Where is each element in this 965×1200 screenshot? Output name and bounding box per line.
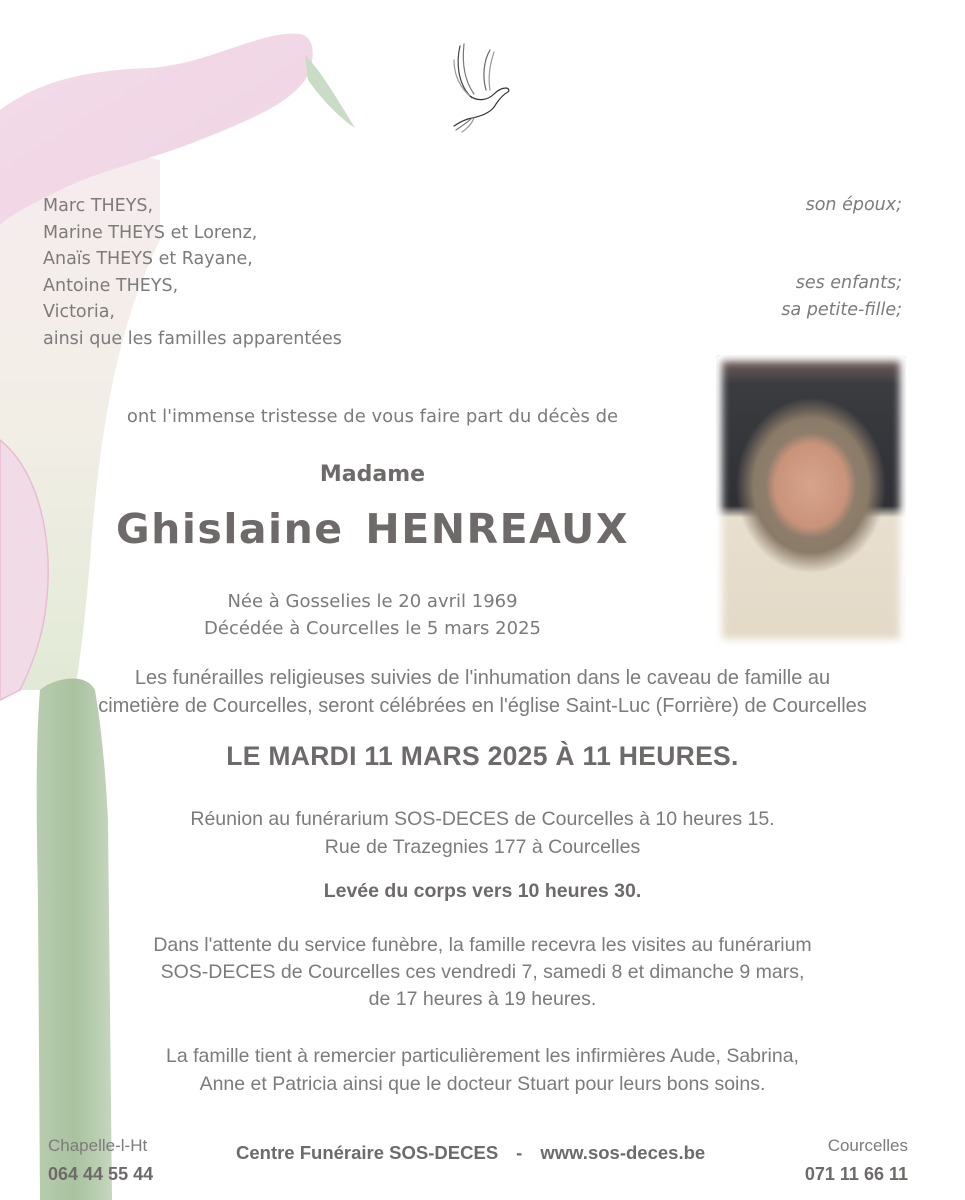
death-line: Décédée à Courcelles le 5 mars 2025 bbox=[204, 618, 541, 639]
visits-line: Dans l'attente du service funèbre, la famille recevra les visites au funérarium bbox=[153, 934, 812, 956]
family-member: Victoria, bbox=[43, 302, 115, 323]
family-member: Marc THEYS, bbox=[43, 196, 154, 216]
funeral-line: cimetière de Courcelles, seront célébrées en l'église Saint-Luc (Forrière) de Courcelles bbox=[98, 695, 867, 717]
family-member: Marine THEYS et Lorenz, bbox=[43, 222, 258, 243]
company-name: Centre Funéraire SOS-DECES bbox=[236, 1142, 499, 1163]
separator: - bbox=[516, 1142, 523, 1163]
meeting-line: Réunion au funérarium SOS-DECES de Courcelles à 10 heures 15. bbox=[190, 808, 775, 830]
birth-line: Née à Gosselies le 20 avril 1969 bbox=[227, 591, 518, 612]
relation-spouse: son époux; bbox=[805, 195, 902, 215]
birth-death-info bbox=[0, 588, 745, 642]
family-member: ainsi que les familles apparentées bbox=[43, 328, 342, 349]
visits-info bbox=[0, 932, 965, 1013]
footer-location: Chapelle-l-Ht bbox=[48, 1136, 148, 1155]
dove-icon bbox=[448, 38, 518, 134]
meeting-address: Rue de Trazegnies 177 à Courcelles bbox=[324, 836, 641, 858]
footer-phone: 071 11 66 11 bbox=[804, 1164, 908, 1184]
visits-line: SOS-DECES de Courcelles ces vendredi 7, samedi 8 et dimanche 9 mars, bbox=[160, 961, 805, 983]
thanks-message bbox=[0, 1042, 965, 1098]
deceased-title: Madame bbox=[319, 462, 426, 487]
relation-granddaughter: sa petite-fille; bbox=[781, 300, 902, 320]
levee-du-corps: Levée du corps vers 10 heures 30. bbox=[323, 880, 642, 902]
footer-left-contact bbox=[48, 1132, 153, 1188]
meeting-info bbox=[0, 805, 965, 861]
relation-children: ses enfants; bbox=[795, 273, 902, 293]
family-member: Antoine THEYS, bbox=[43, 275, 179, 296]
deceased-name: Ghislaine HENREAUX bbox=[116, 505, 629, 553]
funeral-line: Les funérailles religieuses suivies de l'inhumation dans le caveau de famille au bbox=[134, 667, 831, 689]
footer-company bbox=[236, 1142, 705, 1164]
family-members-list bbox=[43, 193, 342, 353]
thanks-line: La famille tient à remercier particulièrement les infirmières Aude, Sabrina, bbox=[166, 1045, 799, 1067]
family-member: Anaïs THEYS et Rayane, bbox=[43, 249, 253, 270]
funeral-description bbox=[0, 664, 965, 720]
footer-phone: 064 44 55 44 bbox=[48, 1164, 154, 1184]
ceremony-datetime: LE MARDI 11 MARS 2025 À 11 HEURES. bbox=[226, 741, 739, 771]
website-link[interactable]: www.sos-deces.be bbox=[540, 1142, 706, 1163]
footer-location: Courcelles bbox=[827, 1136, 908, 1155]
footer-right-contact bbox=[805, 1132, 908, 1188]
thanks-line: Anne et Patricia ainsi que le docteur Stuart pour leurs bons soins. bbox=[199, 1073, 766, 1095]
announcement-intro: ont l'immense tristesse de vous faire part du décès de bbox=[126, 406, 619, 427]
visits-line: de 17 heures à 19 heures. bbox=[368, 988, 597, 1010]
